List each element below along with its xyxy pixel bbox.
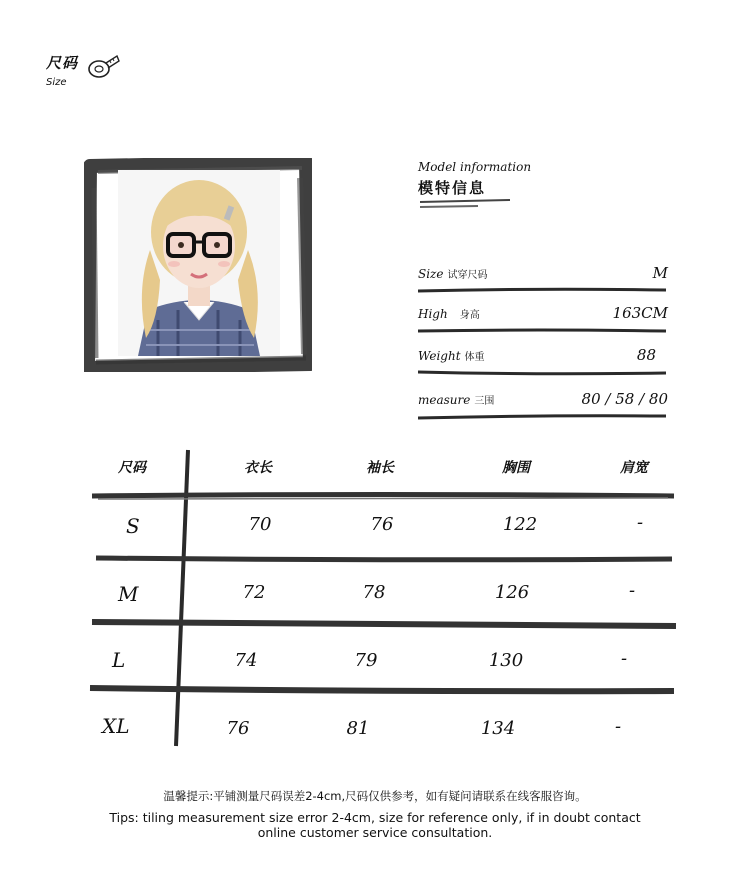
table-cell-chest: 122 [502, 514, 538, 535]
model-info-title-en: Model information [418, 160, 532, 174]
table-cell-length: 74 [234, 650, 258, 671]
table-cell-chest: 126 [494, 582, 530, 603]
model-info-row-size [418, 266, 668, 294]
model-info-label: High 身高 [418, 307, 480, 321]
table-row-size: S [126, 514, 140, 538]
table-cell-sleeve: 79 [354, 650, 378, 671]
model-info-value: 88 [636, 346, 656, 364]
model-info-label: Weight 体重 [418, 349, 485, 363]
model-info-title-cn: 模特信息 [418, 179, 487, 197]
table-header-sleeve: 袖长 [366, 460, 394, 476]
table-row-size: L [112, 648, 126, 672]
model-info-row-weight [418, 348, 668, 376]
model-info-value: 163CM [612, 304, 668, 322]
size-title-cn: 尺码 [46, 54, 79, 72]
brush-line [418, 326, 668, 336]
model-info-value: 80 / 58 / 80 [581, 390, 668, 408]
table-cell-chest: 130 [488, 650, 524, 671]
table-cell-length: 76 [226, 718, 250, 739]
table-header-length: 衣长 [244, 460, 272, 476]
table-header-chest: 胸围 [502, 460, 530, 476]
table-header-size: 尺码 [118, 460, 146, 476]
table-brush-line [88, 553, 678, 565]
brush-line [418, 412, 668, 422]
table-brush-line [88, 490, 678, 502]
brush-stroke-underline [418, 198, 514, 212]
table-cell-chest: 134 [480, 718, 516, 739]
tips-cn: 温馨提示:平铺测量尺码误差2-4cm,尺码仅供参考，如有疑问请联系在线客服咨询。 [163, 789, 587, 803]
size-title-en: Size [46, 77, 67, 88]
table-cell-shoulder: - [636, 512, 644, 533]
model-portrait-illustration [118, 170, 280, 356]
table-header-shoulder: 肩宽 [620, 460, 648, 476]
table-cell-sleeve: 76 [370, 514, 394, 535]
tape-measure-icon [86, 52, 120, 82]
table-cell-length: 72 [242, 582, 266, 603]
model-photo [118, 170, 280, 356]
table-brush-line [88, 684, 678, 696]
table-cell-length: 70 [248, 514, 272, 535]
table-cell-shoulder: - [614, 716, 622, 737]
table-cell-sleeve: 81 [346, 718, 370, 739]
tips-en: Tips: tiling measurement size error 2-4cm, size for reference only, if in doubt contact online customer service consultation. [109, 810, 641, 840]
brush-line [418, 368, 668, 378]
table-cell-shoulder: - [620, 648, 628, 669]
table-row-size: XL [102, 714, 130, 738]
model-info-row-measure [418, 392, 668, 420]
model-info-label: Size 试穿尺码 [418, 267, 488, 281]
brush-line [418, 286, 668, 296]
model-info-value: M [652, 264, 668, 282]
table-cell-sleeve: 78 [362, 582, 386, 603]
table-cell-shoulder: - [628, 580, 636, 601]
model-info-row-height [418, 306, 668, 334]
table-brush-line [88, 618, 678, 630]
table-row-size: M [118, 582, 139, 606]
model-info-label: measure 三围 [418, 393, 495, 407]
